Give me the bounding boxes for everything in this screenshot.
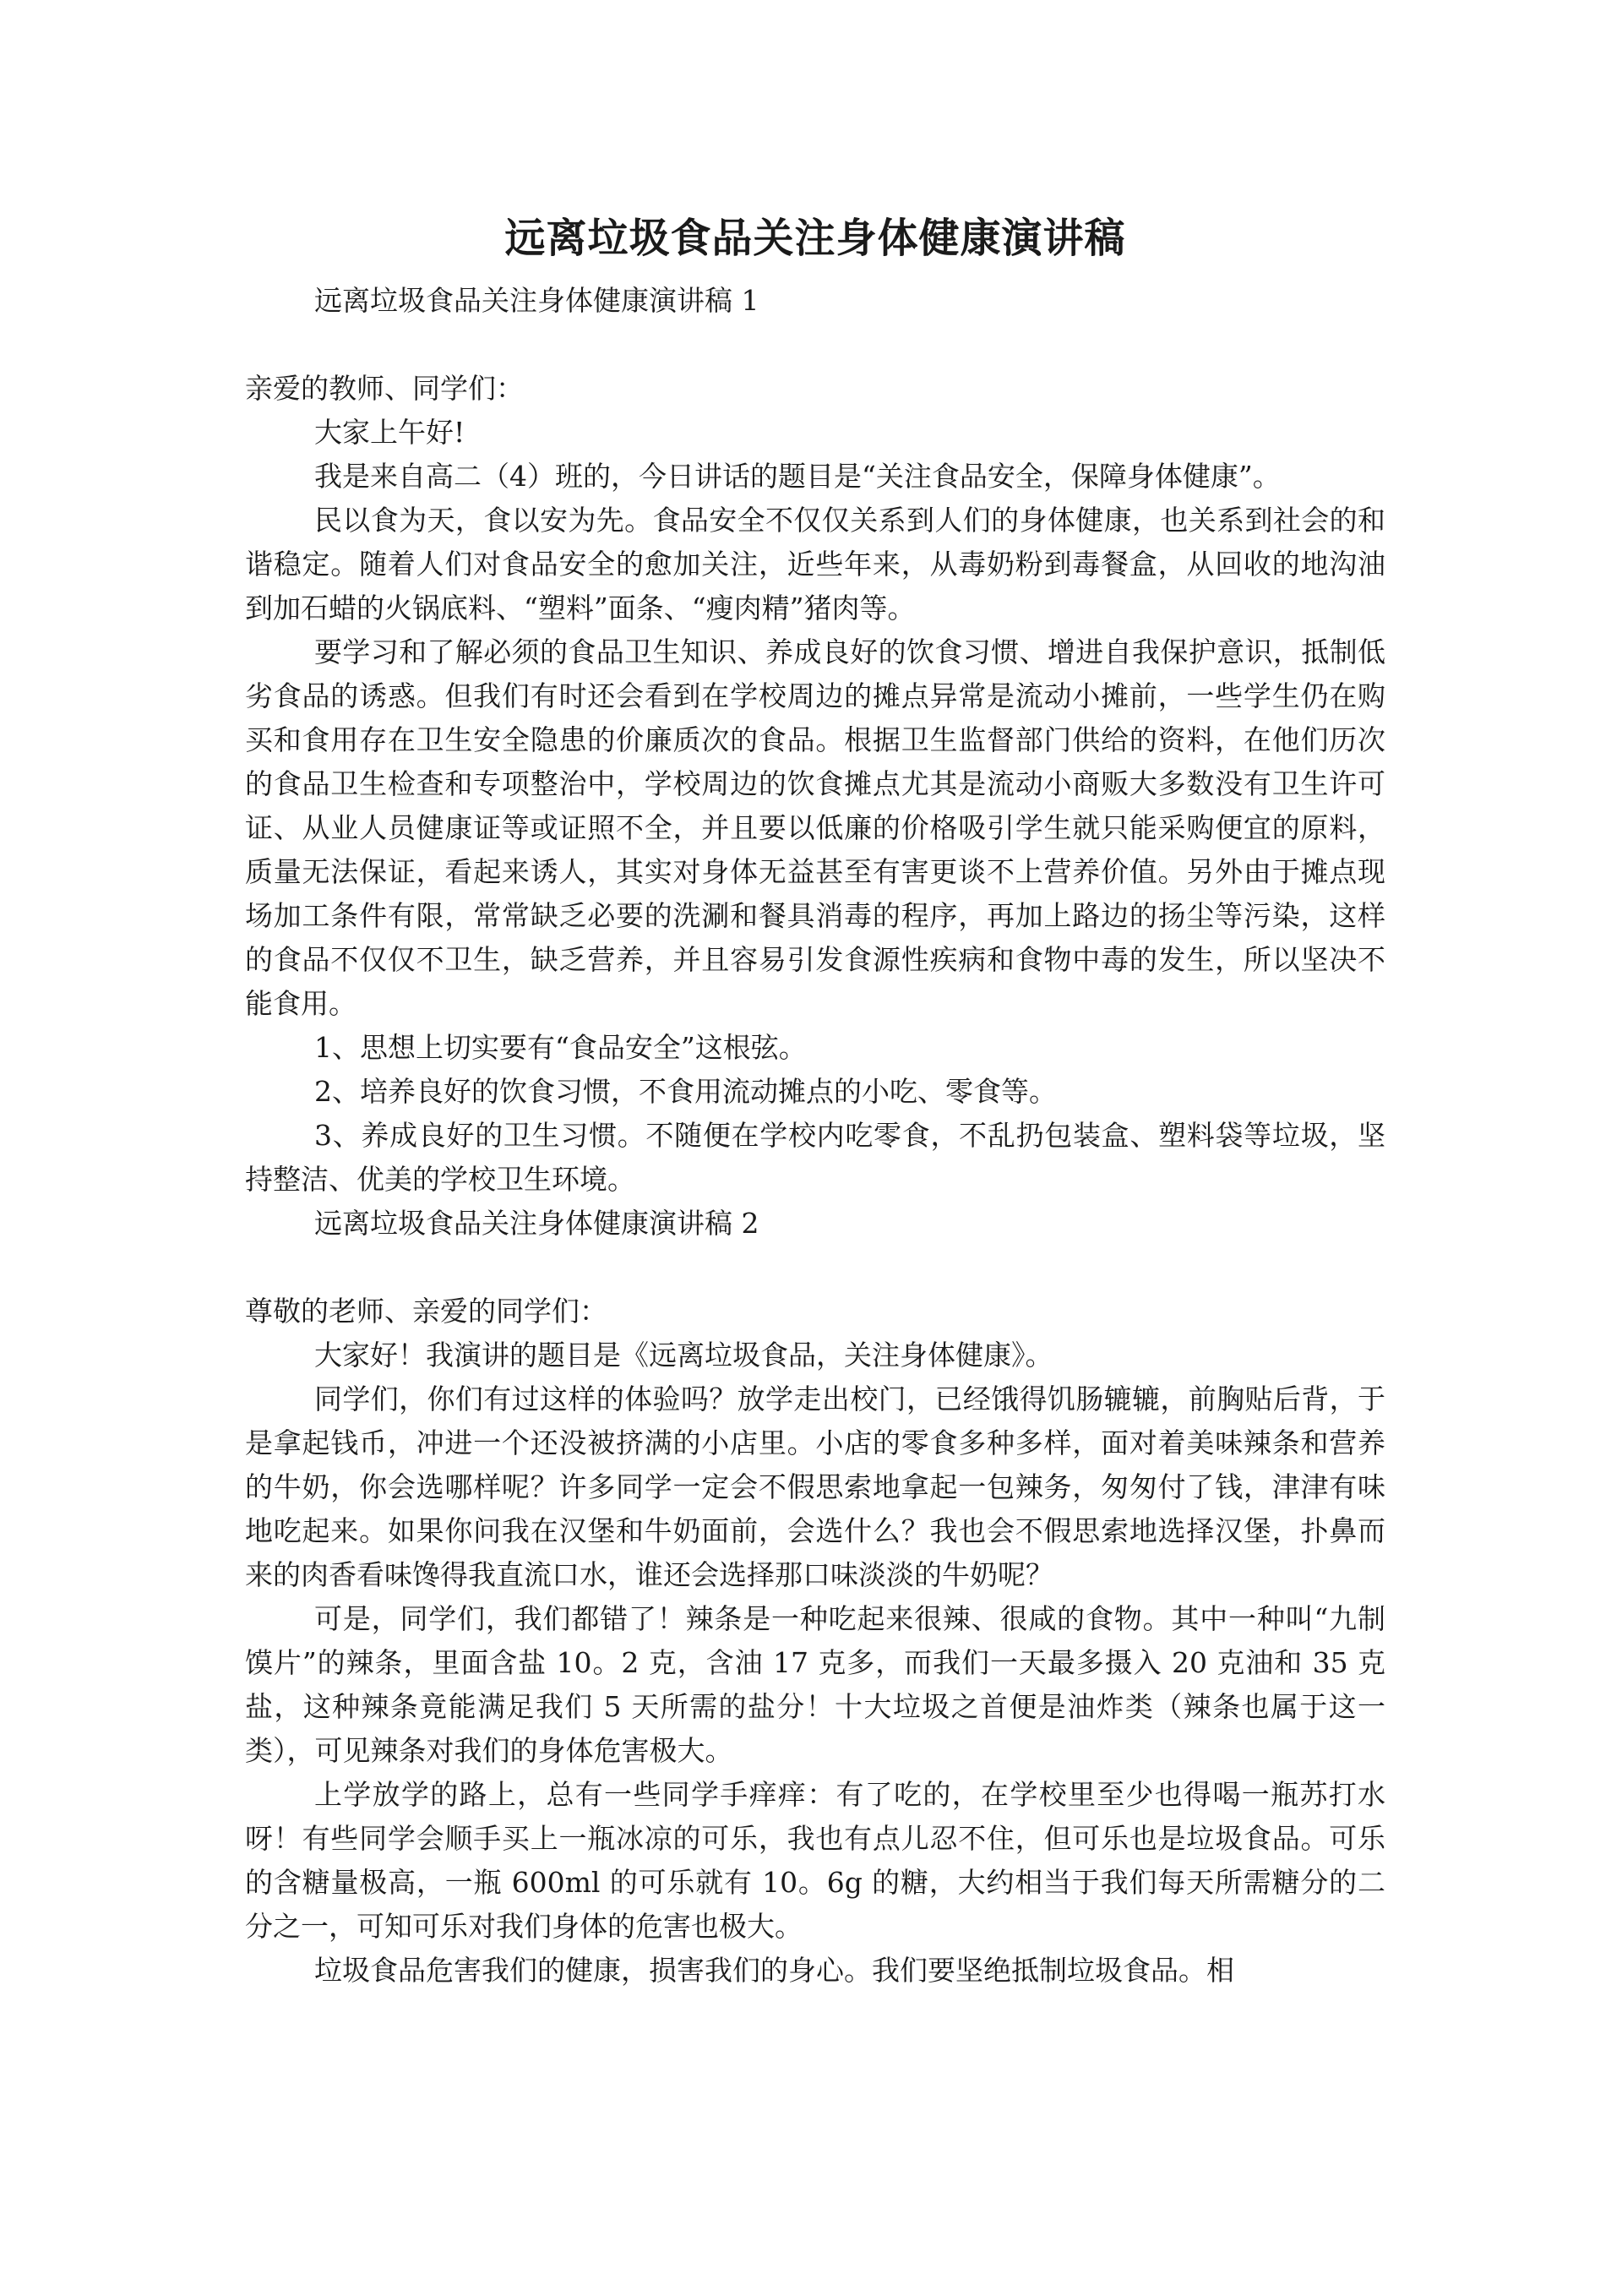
blank-line xyxy=(245,1246,1385,1290)
section-heading: 远离垃圾食品关注身体健康演讲稿 2 xyxy=(314,1207,759,1240)
paragraph: 垃圾食品危害我们的健康，损害我们的身心。我们要坚绝抵制垃圾食品。相 xyxy=(314,1954,1234,1987)
document-title: 远离垃圾食品关注身体健康演讲稿 xyxy=(504,215,1126,262)
paragraph: 民以食为天，食以安为先。食品安全不仅仅关系到人们的身体健康，也关系到社会的和谐稳定。随着人们对食品安全的愈加关注，近些年来，从毒奶粉到毒餐盒，从回收的地沟油到加石蜡的火锅底料、“塑料”面条、“瘦肉精”猪肉等。 xyxy=(245,504,1385,624)
section-heading: 远离垃圾食品关注身体健康演讲稿 1 xyxy=(314,284,759,317)
paragraph: 可是，同学们，我们都错了！辣条是一种吃起来很辣、很咸的食物。其中一种叫“九制馍片”的辣条，里面含盐 10。2 克，含油 17 克多，而我们一天最多摄入 20 克油和 35 克盐，这种辣条竟能满足我们 5 天所需的盐分！十大垃圾之首便是油炸类（辣条也属于这一类），可见辣条对我们的身体危害极大。 xyxy=(245,1602,1385,1767)
blank-line xyxy=(245,323,1385,367)
paragraph: 要学习和了解必须的食品卫生知识、养成良好的饮食习惯、增进自我保护意识，抵制低劣食品的诱惑。但我们有时还会看到在学校周边的摊点异常是流动小摊前，一些学生仍在购买和食用存在卫生安全隐患的价廉质次的食品。根据卫生监督部门供给的资料，在他们历次的食品卫生检查和专项整治中，学校周边的饮食摊点尤其是流动小商贩大多数没有卫生许可证、从业人员健康证等或证照不全，并且要以低廉的价格吸引学生就只能采购便宜的原料，质量无法保证，看起来诱人，其实对身体无益甚至有害更谈不上营养价值。另外由于摊点现场加工条件有限，常常缺乏必要的洗涮和餐具消毒的程序，再加上路边的扬尘等污染，这样的食品不仅仅不卫生，缺乏营养，并且容易引发食源性疾病和食物中毒的发生，所以坚决不能食用。 xyxy=(245,635,1385,1020)
salutation: 亲爱的教师、同学们： xyxy=(245,372,524,405)
list-item: 3、养成良好的卫生习惯。不随便在学校内吃零食，不乱扔包装盒、塑料袋等垃圾，坚持整洁、优美的学校卫生环境。 xyxy=(245,1119,1385,1196)
list-item: 2、培养良好的饮食习惯，不食用流动摊点的小吃、零食等。 xyxy=(314,1075,1057,1108)
paragraph: 大家好！我演讲的题目是《远离垃圾食品，关注身体健康》。 xyxy=(314,1339,1053,1372)
paragraph: 上学放学的路上，总有一些同学手痒痒：有了吃的，在学校里至少也得喝一瓶苏打水呀！有些同学会顺手买上一瓶冰凉的可乐，我也有点儿忍不住，但可乐也是垃圾食品。可乐的含糖量极高，一瓶 600ml 的可乐就有 10。6g 的糖，大约相当于我们每天所需糖分的二分之一，可知可乐对我们身体的危害也极大。 xyxy=(245,1778,1385,1943)
paragraph: 同学们，你们有过这样的体验吗？放学走出校门，已经饿得饥肠辘辘，前胸贴后背，于是拿起钱币，冲进一个还没被挤满的小店里。小店的零食多种多样，面对着美味辣条和营养的牛奶，你会选哪样呢？许多同学一定会不假思索地拿起一包辣务，匆匆付了钱，津津有味地吃起来。如果你问我在汉堡和牛奶面前，会选什么？我也会不假思索地选择汉堡，扑鼻而来的肉香看味馋得我直流口水，谁还会选择那口味淡淡的牛奶呢？ xyxy=(245,1383,1385,1591)
paragraph: 我是来自高二（4）班的，今日讲话的题目是“关注食品安全，保障身体健康”。 xyxy=(314,460,1281,493)
paragraph: 大家上午好! xyxy=(314,416,465,449)
salutation: 尊敬的老师、亲爱的同学们： xyxy=(245,1295,607,1328)
document-body xyxy=(245,279,1385,1993)
list-item: 1、思想上切实要有“食品安全”这根弦。 xyxy=(314,1031,807,1064)
